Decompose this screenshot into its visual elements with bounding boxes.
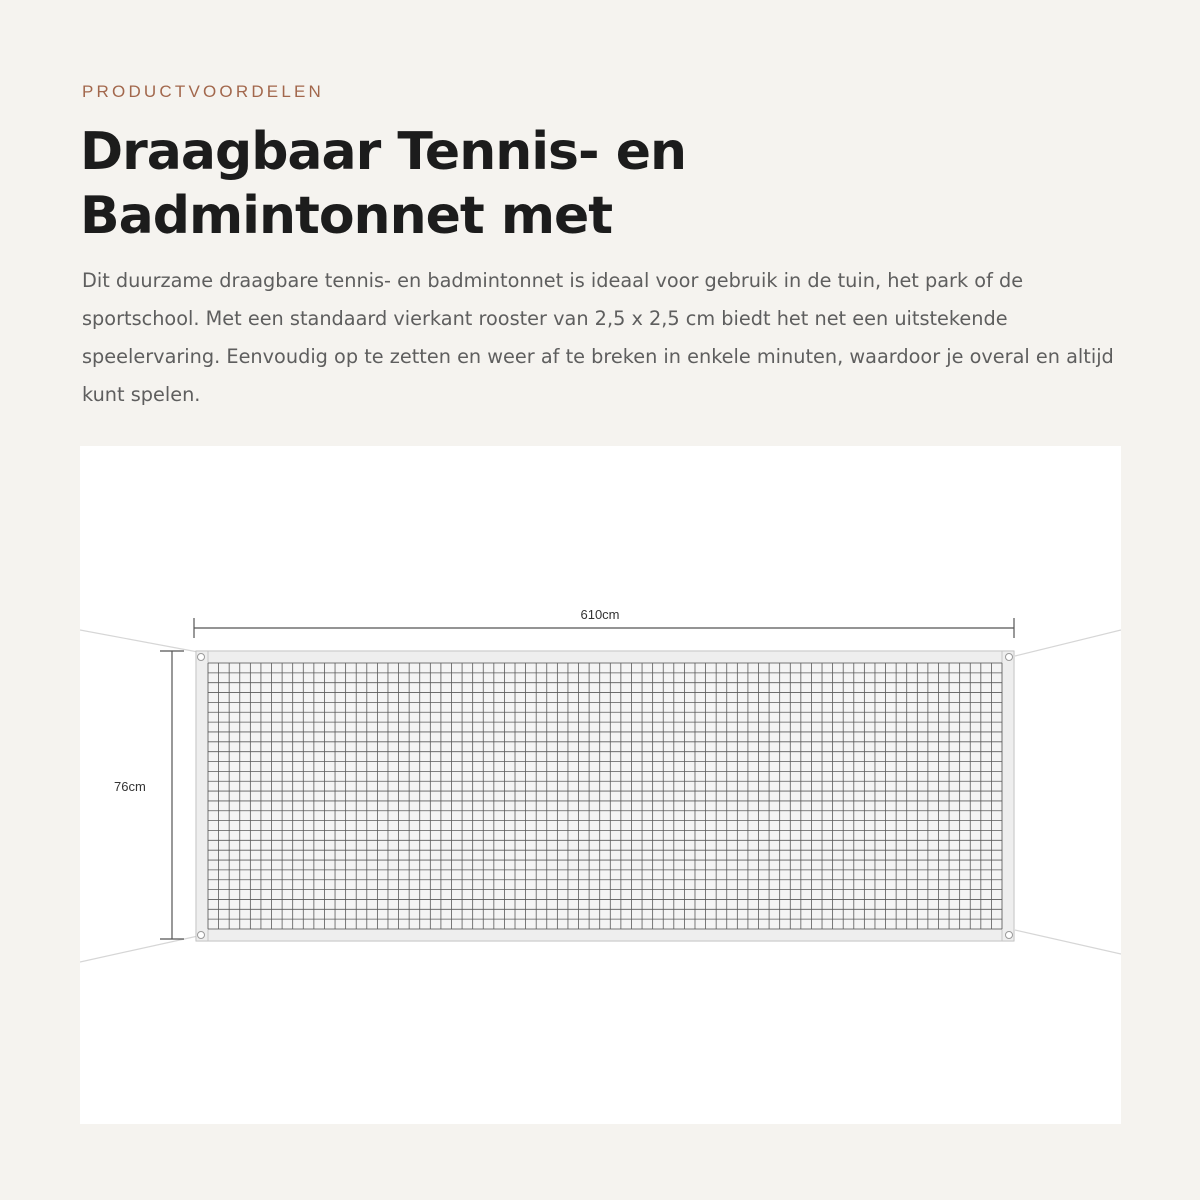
grommet-bottom-right: [1006, 932, 1013, 939]
net-top-band: [196, 651, 1014, 663]
grommet-top-right: [1006, 654, 1013, 661]
net-bottom-band: [196, 929, 1014, 941]
net-frame: [196, 651, 1014, 941]
net-left-band: [196, 651, 208, 941]
net-diagram: [80, 446, 1121, 1124]
rope-top-left: [80, 630, 198, 652]
rope-top-right: [1015, 630, 1121, 656]
width-label: 610cm: [580, 607, 620, 622]
height-dimension: [160, 651, 184, 939]
product-description: Dit duurzame draagbare tennis- en badmintonnet is ideaal voor gebruik in de tuin, het park of de sportschool. Met een standaard vierkant rooster van 2,5 x 2,5 cm biedt het net een uitstekende speelervaring. Eenvoudig op te zetten en weer af te breken in enkele minuten, waardoor je overal en altijd kunt spelen.: [82, 269, 1114, 406]
rope-bottom-right: [1015, 930, 1121, 954]
rope-bottom-left: [80, 936, 198, 962]
section-eyebrow: PRODUCTVOORDELEN: [82, 82, 325, 101]
height-label: 76cm: [114, 779, 146, 794]
grommet-bottom-left: [198, 932, 205, 939]
page-title: Draagbaar Tennis- en Badmintonnet met: [80, 122, 686, 246]
grommet-top-left: [198, 654, 205, 661]
net-dimensions-figure: [80, 446, 1121, 1124]
net-right-band: [1002, 651, 1014, 941]
